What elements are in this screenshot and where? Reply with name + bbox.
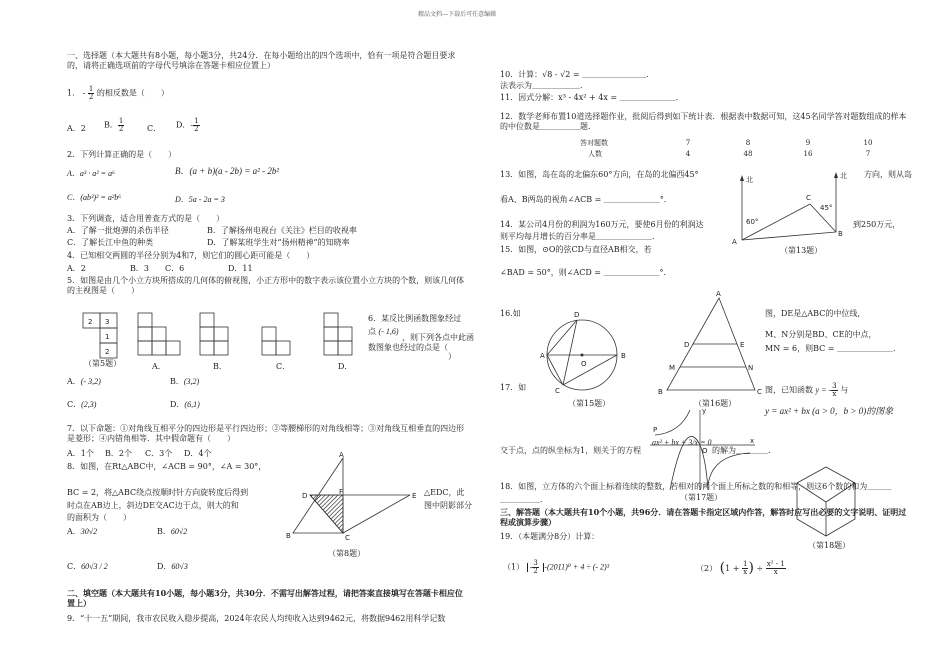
q8-label-a: A xyxy=(339,451,344,459)
q16-line2: M、N分别是BD、CE的中点， xyxy=(765,330,877,339)
q17-line3: 交于点，点的纵坐标为1，则关于的方程 xyxy=(500,446,642,455)
q17-caption: （第17题） xyxy=(680,493,723,502)
q8-caption: （第8题） xyxy=(328,549,366,558)
q3-stem: 3．下列调查，适合用普查方式的是（ ） xyxy=(67,214,225,223)
q3-option-b: B．了解扬州电视台《关注》栏目的收视率 xyxy=(207,226,357,235)
q5-grid-cell-3: 1 xyxy=(105,333,110,341)
q1-stem: 的相反数是（ ） xyxy=(96,88,169,98)
q13-line1: 13．如图，岛在岛的北偏东60°方向，在岛的北偏西45° xyxy=(500,170,699,179)
q8-label-b: B xyxy=(286,532,291,540)
q3-option-c: C．了解长江中鱼的种类 xyxy=(67,238,154,247)
q7-option-a: A．1个 xyxy=(67,449,94,458)
q1: 1． - $\frac{1}{2}$ 的相反数是（ ） xyxy=(67,85,169,101)
q16-label-d: D xyxy=(684,341,690,349)
q13-line2: 看A、B两岛的视角∠ACB = ＿＿＿＿＿＿＿°． xyxy=(500,195,672,204)
q17-line3b: 的解为＿＿＿＿． xyxy=(712,446,776,455)
q8-figure xyxy=(285,450,425,545)
q1-option-a: A．2 xyxy=(67,124,86,133)
q5-grid-cell-1: 2 xyxy=(88,318,93,326)
q17-line1: 17．如 xyxy=(500,383,527,392)
q16-line1b: 图，DE是△ABC的中位线， xyxy=(765,309,866,318)
q2-stem: 2．下列计算正确的是（ ） xyxy=(67,150,177,159)
q5-option-b-figure xyxy=(200,313,228,355)
q8-option-d: D．60√3 xyxy=(157,562,188,571)
q16-line1: 16.如 xyxy=(500,309,521,318)
q13-caption: （第13题） xyxy=(780,246,823,255)
q5-label-c: C． xyxy=(276,362,291,371)
q17-label-y: y xyxy=(702,407,707,415)
q6-line4: 数图象也经过的点是（ xyxy=(368,343,448,352)
q16-label-m: M xyxy=(669,364,676,372)
q18-line1: 18．如图，立方体的六个面上标着连续的整数，若相对的两个面上所标之数的和相等，则这6个数的和为＿＿＿ xyxy=(500,482,892,491)
q8-label-c: C xyxy=(345,534,350,542)
q8-label-f: F xyxy=(339,488,344,496)
q10: 10．计算：√8 - √2 = ＿＿＿＿＿＿＿＿． xyxy=(500,70,655,79)
q15-figure xyxy=(535,308,635,398)
q15-caption: （第15题） xyxy=(568,399,611,408)
q8-tail1: △EDC，此 xyxy=(424,488,465,497)
q4-option-c: C．6 xyxy=(165,264,185,273)
q18-cube xyxy=(792,464,862,542)
q5-option-a-figure xyxy=(138,313,180,355)
q1-option-d: D．- $\frac{1}{2}$ xyxy=(176,117,199,133)
q8-line2: BC = 2，将△ABC绕点按顺时针方向旋转度后得到 xyxy=(67,488,249,497)
q4-option-d: D．11 xyxy=(228,264,253,273)
q13-label-c: C xyxy=(806,194,811,202)
section-3-heading: 三、解答题（本大题共有10个小题，共96分．请在答题卡指定区域内作答，解答时应写出必要的文字说明、证明过程或演算步骤） xyxy=(500,507,907,527)
q5-label-d: D． xyxy=(338,362,353,371)
table-row: 答对题数 7 8 9 10 xyxy=(580,139,873,147)
q2-option-d: D．5a - 2a = 3 xyxy=(175,195,225,204)
q7-option-b: B．2个 xyxy=(105,449,132,458)
q11: 11．因式分解：x³ - 4x² + 4x = ＿＿＿＿＿＿＿． xyxy=(500,93,684,102)
page-header: 精品文档---下载后可任意编辑 xyxy=(418,11,497,18)
q9-continued: 法表示为＿＿＿＿＿＿． xyxy=(500,81,588,90)
q15-label-a: A xyxy=(540,352,545,360)
q13-angle-2: 45° xyxy=(820,204,833,212)
q12: 12．数学老师布置10道选择题作业，批阅后得到如下统计表．根据表中数据可知，这45名同学答对题数组成的样本的中位数是＿＿＿＿＿题． xyxy=(500,112,907,131)
q15-label-o: O xyxy=(581,360,587,368)
q19-part2: （2） (1 + $\frac{1}{x}$ ) ÷ $\frac{\text{x² - 1}}{x}$ xyxy=(696,560,785,577)
q7-option-d: D．4个 xyxy=(184,449,212,458)
q6-line3: ，则下列各点中此函 xyxy=(402,333,474,342)
q13-angle-1: 60° xyxy=(746,218,759,226)
q3-option-a: A．了解一批炮弹的杀伤半径 xyxy=(67,226,169,235)
q18-caption: （第18题） xyxy=(808,541,851,550)
q5-option-d-figure xyxy=(324,313,352,355)
q13-label-a: A xyxy=(732,238,737,246)
q6-line2: 点 (- 1,6) xyxy=(368,327,399,336)
q16-figure xyxy=(655,292,770,402)
q17-label-p: P xyxy=(653,426,658,434)
q7-stem: 7．以下命题：①对角线互相平分的四边形是平行四边形；②等腰梯形的对角线相等；③对角线互相垂直的四边形是菱形；④内错角相等．其中假命题有（ ） xyxy=(67,424,465,443)
q18-line2: ＿＿＿＿＿． xyxy=(500,495,548,504)
q6-option-a: A．(- 3,2) xyxy=(67,377,101,386)
q16-caption: （第16题） xyxy=(694,399,737,408)
q3-option-d: D．了解某班学生对“扬州精神”的知晓率 xyxy=(207,238,350,247)
q1-option-b: B． $\frac{1}{2}$ xyxy=(104,117,124,133)
q14-line1b: 到250万元， xyxy=(853,220,901,229)
q15-label-c: C xyxy=(555,387,560,395)
q5-label-b: B． xyxy=(213,362,227,371)
q8-tail2: 图中阴影部分 xyxy=(424,501,472,510)
q15-line2: ∠BAD = 50°，则∠ACD = ＿＿＿＿＿＿＿°． xyxy=(500,268,672,277)
q19-part1: （1） - $\frac{3}{2}$ -(2011)⁰ + 4 ÷ (- 2)³ xyxy=(503,559,610,575)
q6-line5: ） xyxy=(448,352,456,361)
q19-stem: 19．（本题满分8分）计算： xyxy=(500,532,600,541)
q15-label-d: D xyxy=(574,311,580,319)
q6-option-c: C．(2,3) xyxy=(67,400,97,409)
q16-label-b: B xyxy=(658,388,663,396)
q8-option-a: A．30√2 xyxy=(67,527,98,536)
q14-line2: 则平均每月增长的百分率是＿＿＿＿＿＿＿． xyxy=(500,232,660,241)
q12-table xyxy=(580,138,898,160)
q6-option-b: B．(3,2) xyxy=(170,377,200,386)
q4-stem: 4．已知相交两圆的半径分别为4和7，则它们的圆心距可能是（ ） xyxy=(67,251,315,260)
q8-option-c: C．60√3 / 2 xyxy=(67,562,108,571)
q4-option-b: B．3 xyxy=(130,264,149,273)
q7-option-c: C．3个 xyxy=(145,449,173,458)
q1-sign: - xyxy=(82,88,86,98)
q5-caption: （第5题） xyxy=(84,359,122,368)
q17-line2: y = ax² + bx (a > 0，b > 0)的图象 xyxy=(765,406,894,416)
q13-line1b: 方向，则从岛 xyxy=(864,170,912,179)
q14-line1: 14．某公司4月份的利润为160万元，要使6月份的利润达 xyxy=(500,220,704,229)
q8-option-b: B．60√2 xyxy=(157,527,188,536)
q16-line3: MN = 6，则BC = ＿＿＿＿＿＿＿． xyxy=(765,344,902,353)
q17-label-o: O xyxy=(702,447,708,455)
q16-label-a: A xyxy=(716,290,721,298)
table-row: 人数 4 48 16 7 xyxy=(588,149,871,158)
q16-label-e: E xyxy=(740,341,745,349)
q8-label-e: E xyxy=(412,492,417,500)
q8-line1: 8．如图，在Rt△ABC中，∠ACB = 90°，∠A = 30°， xyxy=(67,462,267,471)
section-2-heading: 二、填空题（本大题共有10小题，每小题3分，共30分．不需写出解答过程，请把答案直接填写在答题卡相应位置上） xyxy=(67,588,463,608)
q16-label-c: C xyxy=(757,388,762,396)
q5-label-a: A． xyxy=(152,362,166,371)
q17-equation: ax² + bx + 3/x = 0 xyxy=(652,438,712,447)
q1-fraction: $\frac{1}{2}$ xyxy=(88,85,94,101)
q13-north-1: 北 xyxy=(746,176,753,184)
q6-option-d: D．(6,1) xyxy=(170,400,200,409)
q6-line1: 6．某反比例函数图象经过 xyxy=(368,314,462,323)
q5-grid-cell-4: 2 xyxy=(105,348,110,356)
q17-label-x: x xyxy=(750,437,755,445)
q1-option-c: C． xyxy=(147,124,162,133)
q8-line4: 的面积为（ ） xyxy=(67,513,131,522)
section-1-heading: 一、选择题（本大题共有8小题，每小题3分，共24分．在每小题给出的四个选项中，恰有一项是符合题目要求的，请将正确选项前的字母代号填涂在答题卡相应位置上） xyxy=(67,51,456,70)
q15-label-b: B xyxy=(621,352,626,360)
q2-option-a: A．a³ · a² = a⁶ xyxy=(67,169,115,178)
q5-stem: 5．如图是由几个小立方块所搭成的几何体的俯视图，小正方形中的数字表示该位置小立方块的个数，则该几何体的主视图是（ ） xyxy=(67,276,465,295)
q2-option-b: B．(a + b)(a - 2b) = a² - 2b² xyxy=(175,166,280,176)
q8-line3: 时点在AB边上，斜边DE交AC边于点，则大的和 xyxy=(67,501,239,510)
q5-grid-cell-2: 3 xyxy=(105,318,110,326)
q2-option-c: C．(ab³)² = a²b⁶ xyxy=(67,193,122,202)
q17-line1b: 图，已知函数 y = - $\frac{3}{x}$ 与 xyxy=(765,382,849,398)
q15-line1: 15．如图，⊙O的弦CD与直径AB相交，若 xyxy=(500,245,652,254)
q8-label-d: D xyxy=(302,492,308,500)
q16-label-n: N xyxy=(748,364,754,372)
q13-label-b: B xyxy=(838,230,843,238)
q5-option-c-figure xyxy=(262,327,290,355)
q13-figure xyxy=(730,172,890,252)
q9: 9．“十一五”期间，我市农民收入稳步提高，2024年农民人均纯收入达到9462元，将数据9462用科学记数 xyxy=(67,614,446,623)
q4-option-a: A．2 xyxy=(67,264,86,273)
q13-north-2: 北 xyxy=(840,172,847,180)
